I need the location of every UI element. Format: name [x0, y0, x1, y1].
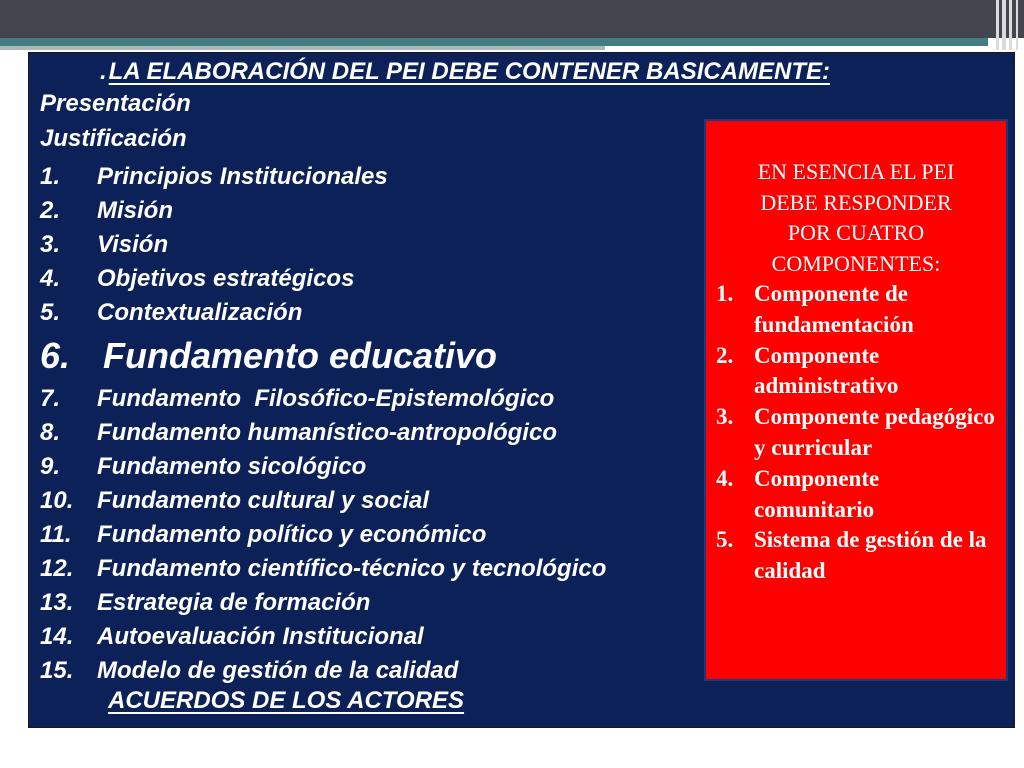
item-number: 2. [40, 197, 61, 224]
decorative-stripes [988, 0, 1024, 50]
item-number: 10. [40, 487, 74, 514]
intro-presentacion: Presentación [40, 90, 191, 117]
component-number: 4. [716, 465, 734, 491]
item-label: Visión [97, 231, 169, 258]
accent-thin-bar [0, 46, 605, 50]
heading-text: LA ELABORACIÓN DEL PEI DEBE CONTENER BASICAMENTE: [108, 58, 831, 85]
item-label: Estrategia de formación [97, 589, 371, 616]
item-label: Objetivos estratégicos [97, 265, 355, 292]
item-number: 8. [40, 419, 61, 446]
item-number: 4. [40, 265, 61, 292]
component-label: Sistema de gestión de la calidad [754, 527, 987, 584]
component-label: Componente comunitario [754, 465, 880, 522]
component-label: Componente de fundamentación [754, 281, 914, 337]
item-number: 12. [40, 555, 74, 582]
item-number: 1. [40, 163, 61, 190]
heading-line: POR CUATRO [787, 220, 925, 245]
component-number: 5. [716, 527, 734, 553]
item-number: 9. [40, 453, 61, 480]
component-item [716, 402, 1002, 464]
heading-bullet: . [100, 58, 107, 85]
component-item [716, 279, 1002, 341]
component-label: Componente administrativo [754, 342, 899, 399]
component-number: 1. [716, 281, 734, 306]
item-number: 15. [40, 657, 74, 684]
component-label: Componente pedagógico y curricular [754, 404, 995, 460]
slide-heading [100, 58, 830, 92]
intro-justificacion: Justificación [40, 125, 187, 152]
component-item [716, 525, 1002, 587]
components-list [716, 279, 1002, 587]
item-number: 13. [40, 589, 74, 616]
item-label: Fundamento Filosófico-Epistemológico [97, 385, 555, 412]
item-label: Fundamento sicológico [97, 453, 367, 480]
item-label: Fundamento educativo [103, 335, 498, 376]
item-label: Autoevaluación Institucional [97, 623, 424, 650]
item-label: Fundamento científico-técnico y tecnológico [97, 555, 607, 582]
item-label: Modelo de gestión de la calidad [97, 657, 459, 684]
item-label: Principios Institucionales [97, 163, 388, 190]
item-number: 5. [40, 299, 61, 326]
item-label: Contextualización [97, 299, 303, 326]
heading-line: DEBE RESPONDER [760, 189, 952, 215]
item-number: 14. [40, 623, 74, 650]
components-box [704, 119, 1008, 681]
closing-line [40, 687, 464, 715]
item-label: Fundamento humanístico-antropológico [97, 419, 557, 446]
item-label: Fundamento cultural y social [97, 487, 430, 514]
item-label: Misión [97, 197, 173, 224]
closing-text: ACUERDOS DE LOS ACTORES [108, 687, 465, 714]
item-label: Fundamento político y económico [97, 521, 487, 548]
accent-bar [0, 38, 988, 46]
heading-line: EN ESENCIA EL PEI [757, 159, 955, 184]
heading-line: COMPONENTES: [771, 250, 941, 276]
component-item [716, 341, 1002, 403]
item-number: 6. [40, 335, 71, 376]
top-banner [0, 0, 1024, 38]
components-heading [706, 157, 1006, 279]
item-number: 7. [40, 385, 61, 412]
item-number: 11. [40, 521, 72, 548]
component-number: 2. [716, 342, 734, 368]
component-item [716, 464, 1002, 526]
component-number: 3. [716, 404, 734, 430]
item-number: 3. [40, 231, 61, 258]
